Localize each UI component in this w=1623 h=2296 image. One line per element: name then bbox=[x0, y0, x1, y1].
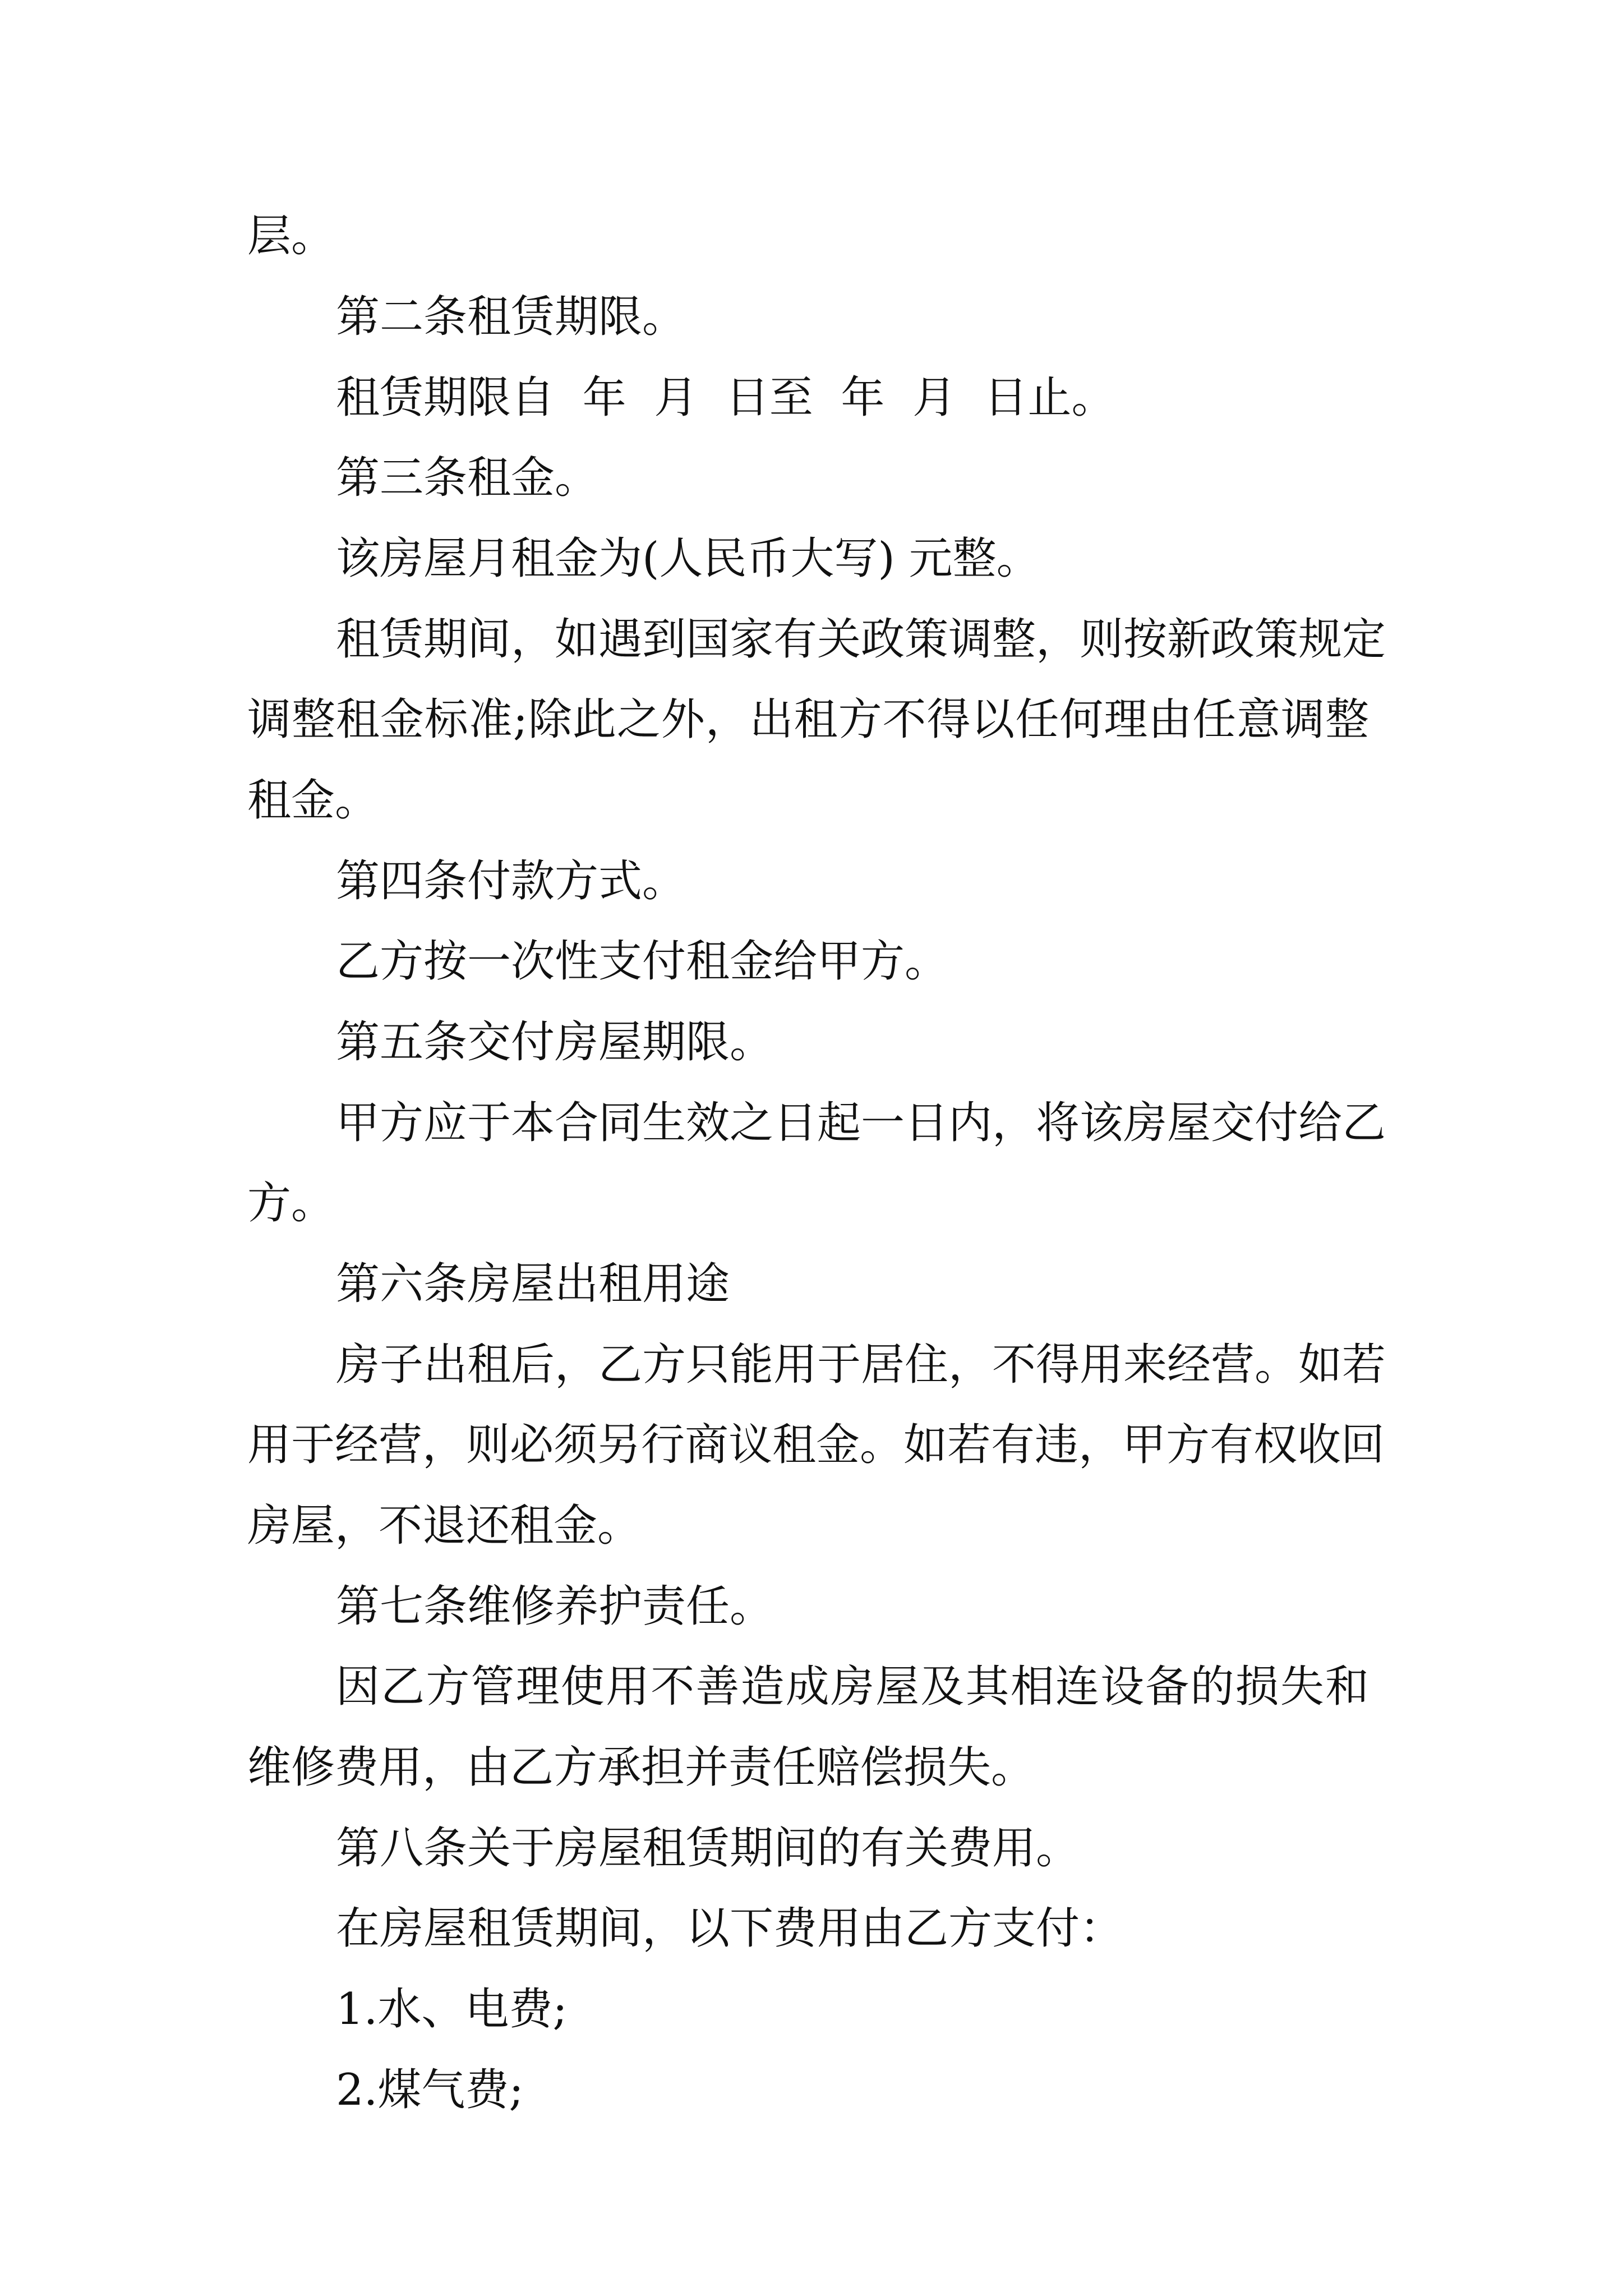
clause-heading: 第六条房屋出租用途 bbox=[336, 1259, 730, 1309]
text-line: 乙方按一次性支付租金给甲方。 bbox=[336, 936, 949, 987]
text-line: 甲方应于本合同生效之日起一日内，将该房屋交付给乙 bbox=[336, 1098, 1386, 1148]
text-line: 租金。 bbox=[247, 775, 379, 826]
clause-heading: 第三条租金。 bbox=[336, 453, 599, 503]
list-item: 2.煤气费; bbox=[336, 2065, 524, 2115]
list-item: 1.水、电费; bbox=[336, 1984, 568, 2035]
clause-heading: 第五条交付房屋期限。 bbox=[336, 1017, 774, 1068]
text-line: 用于经营，则必须另行商议租金。如若有违，甲方有权收回 bbox=[247, 1420, 1385, 1470]
clause-heading: 第七条维修养护责任。 bbox=[336, 1581, 774, 1632]
text-line: 层。 bbox=[247, 211, 335, 261]
text-line: 租赁期间，如遇到国家有关政策调整，则按新政策规定 bbox=[336, 614, 1386, 665]
clause-heading: 第二条租赁期限。 bbox=[336, 292, 686, 342]
text-line: 在房屋租赁期间，以下费用由乙方支付： bbox=[336, 1903, 1124, 1954]
text-line: 房子出租后，乙方只能用于居住，不得用来经营。如若 bbox=[336, 1340, 1386, 1390]
text-line: 租赁期限自 年 月 日至 年 月 日止。 bbox=[336, 372, 1115, 423]
text-line: 因乙方管理使用不善造成房屋及其相连设备的损失和 bbox=[336, 1662, 1369, 1712]
text-line: 调整租金标准;除此之外，出租方不得以任何理由任意调整 bbox=[247, 694, 1369, 745]
text-line: 房屋，不退还租金。 bbox=[247, 1501, 642, 1551]
text-line: 该房屋月租金为(人民币大写) 元整。 bbox=[336, 533, 1040, 584]
clause-heading: 第八条关于房屋租赁期间的有关费用。 bbox=[336, 1823, 1080, 1874]
text-line: 方。 bbox=[247, 1178, 335, 1228]
text-line: 维修费用，由乙方承担并责任赔偿损失。 bbox=[247, 1742, 1035, 1793]
clause-heading: 第四条付款方式。 bbox=[336, 856, 686, 907]
